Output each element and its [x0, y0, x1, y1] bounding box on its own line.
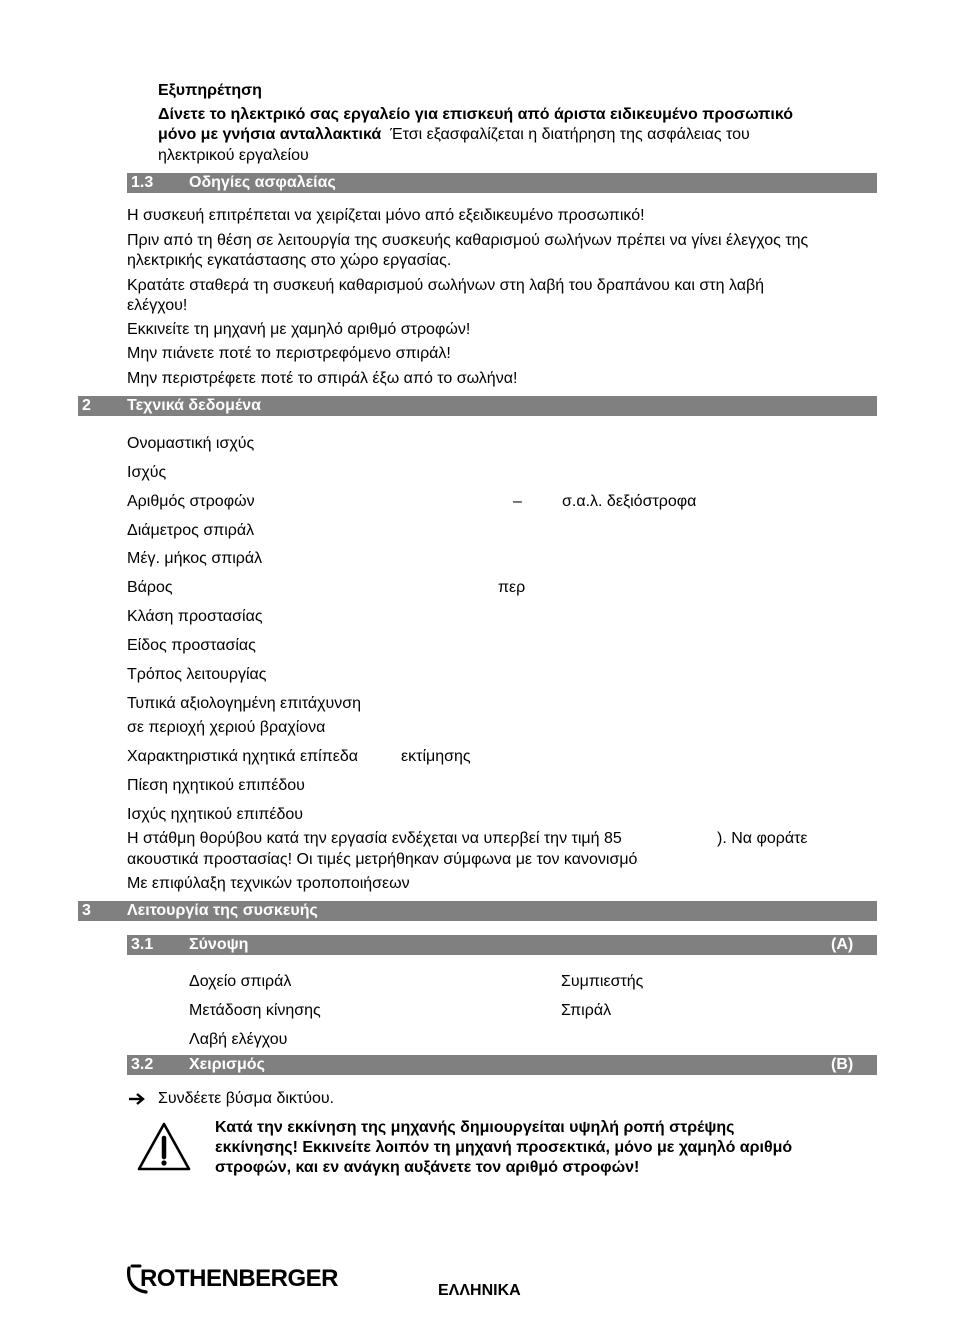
- spec-label: Μέγ. μήκος σπιράλ: [127, 550, 263, 567]
- warning-triangle-icon: [136, 1121, 192, 1173]
- warning-line: στροφών, και εν ανάγκη αυξάνετε τον αριθμό στροφών!: [215, 1159, 640, 1176]
- section-number: 3.2: [131, 1056, 154, 1073]
- part-label: Δοχείο σπιράλ: [189, 973, 292, 990]
- part-label: Συμπιεστής: [561, 973, 644, 990]
- spec-label: Αριθμός στροφών: [127, 493, 255, 510]
- spec-label: Τυπικά αξιολογημένη επιτάχυνση: [127, 695, 362, 712]
- spec-dash: –: [513, 493, 522, 510]
- spec-label: Είδος προστασίας: [127, 637, 256, 654]
- spec-label: Πίεση ηχητικού επιπέδου: [127, 777, 305, 794]
- section-bar-2: [78, 396, 877, 416]
- section-title: Σύνοψη: [189, 936, 249, 953]
- section-bar-1-3: [127, 173, 877, 193]
- spec-label: Διάμετρος σπιράλ: [127, 522, 255, 539]
- section-number: 1.3: [131, 174, 154, 191]
- safety-line: Μην περιστρέφετε ποτέ το σπιράλ έξω από το σωλήνα!: [127, 370, 518, 387]
- spec-label: Ισχύς: [127, 464, 167, 481]
- footer-language: ΕΛΛΗΝΙΚΑ: [438, 1282, 521, 1299]
- section-title: Χειρισμός: [189, 1056, 265, 1073]
- spec-label: Χαρακτηριστικά ηχητικά επίπεδα: [127, 748, 359, 765]
- spec-weight-note: περ: [498, 579, 526, 596]
- section-bar-3-2: [127, 1055, 877, 1075]
- safety-line: Κρατάτε σταθερά τη συσκευή καθαρισμού σωλήνων στη λαβή του δραπάνου και στη λαβή: [127, 277, 765, 294]
- spec-label: Κλάση προστασίας: [127, 608, 263, 625]
- noise-line-1b: ). Να φοράτε: [717, 830, 808, 847]
- safety-line: Εκκινείτε τη μηχανή με χαμηλό αριθμό στροφών!: [127, 321, 471, 338]
- section-bar-3-1: [127, 935, 877, 955]
- figure-tag: (B): [831, 1056, 854, 1073]
- spec-label: Ονομαστική ισχύς: [127, 435, 255, 452]
- service-line-2: [158, 125, 750, 145]
- safety-line: Μην πιάνετε ποτέ το περιστρεφόμενο σπιράλ!: [127, 345, 451, 362]
- spec-rpm-note: σ.α.λ. δεξιόστροφα: [562, 493, 697, 510]
- section-title: Λειτουργία της συσκευής: [127, 902, 318, 919]
- spec-label: Βάρος: [127, 579, 173, 596]
- section-number: 3: [82, 902, 91, 919]
- spec-label: Τρόπος λειτουργίας: [127, 666, 267, 683]
- service-line-2-rest: Έτσι εξασφαλίζεται η διατήρηση της ασφάλειας του: [390, 126, 750, 143]
- safety-line: Η συσκευή επιτρέπεται να χειρίζεται μόνο από εξειδικευμένο προσωπικό!: [127, 207, 645, 224]
- part-label: Λαβή ελέγχου: [189, 1031, 288, 1048]
- spec-label: Ισχύς ηχητικού επιπέδου: [127, 806, 304, 823]
- service-line-3: ηλεκτρικού εργαλείου: [158, 147, 309, 164]
- rothenberger-logo: [126, 1262, 366, 1298]
- arrow-right-icon: [128, 1092, 148, 1106]
- section-number: 3.1: [131, 936, 154, 953]
- spec-label: σε περιοχή χεριού βραχίονα: [127, 719, 326, 736]
- brand-wordmark: ROTHENBERGER: [140, 1265, 339, 1292]
- part-label: Σπιράλ: [561, 1002, 612, 1019]
- spec-sound-note: εκτίμησης: [401, 748, 471, 765]
- section-title: Οδηγίες ασφαλείας: [189, 174, 336, 191]
- step-text: Συνδέετε βύσμα δικτύου.: [158, 1090, 335, 1107]
- section-number: 2: [82, 397, 91, 414]
- safety-line: ελέγχου!: [127, 297, 188, 314]
- warning-line: εκκίνησης! Εκκινείτε λοιπόν τη μηχανή προσεκτικά, μόνο με χαμηλό αριθμό: [215, 1139, 793, 1156]
- noise-line-1a: Η στάθμη θορύβου κατά την εργασία ενδέχεται να υπερβεί την τιμή 85: [127, 830, 622, 847]
- section-bar-3: [78, 901, 877, 921]
- reserve-note: Με επιφύλαξη τεχνικών τροποποιήσεων: [127, 875, 410, 892]
- part-label: Μετάδοση κίνησης: [189, 1002, 321, 1019]
- service-line-2-bold: μόνο με γνήσια ανταλλακτικά: [158, 126, 382, 143]
- section-title: Τεχνικά δεδομένα: [127, 397, 261, 414]
- safety-line: ηλεκτρικής εγκατάστασης στο χώρο εργασίας.: [127, 252, 452, 269]
- noise-line-2: ακουστικά προστασίας! Οι τιμές μετρήθηκαν σύμφωνα με τον κανονισμό: [127, 851, 638, 868]
- service-line-1: Δίνετε το ηλεκτρικό σας εργαλείο για επισκευή από άριστα ειδικευμένο προσωπικό: [158, 106, 793, 123]
- figure-tag: (A): [831, 936, 854, 953]
- safety-line: Πριν από τη θέση σε λειτουργία της συσκευής καθαρισμού σωλήνων πρέπει να γίνει έλεγχος της: [127, 232, 809, 249]
- warning-line: Κατά την εκκίνηση της μηχανής δημιουργείται υψηλή ροπή στρέψης: [215, 1119, 735, 1136]
- service-heading: Εξυπηρέτηση: [158, 82, 262, 99]
